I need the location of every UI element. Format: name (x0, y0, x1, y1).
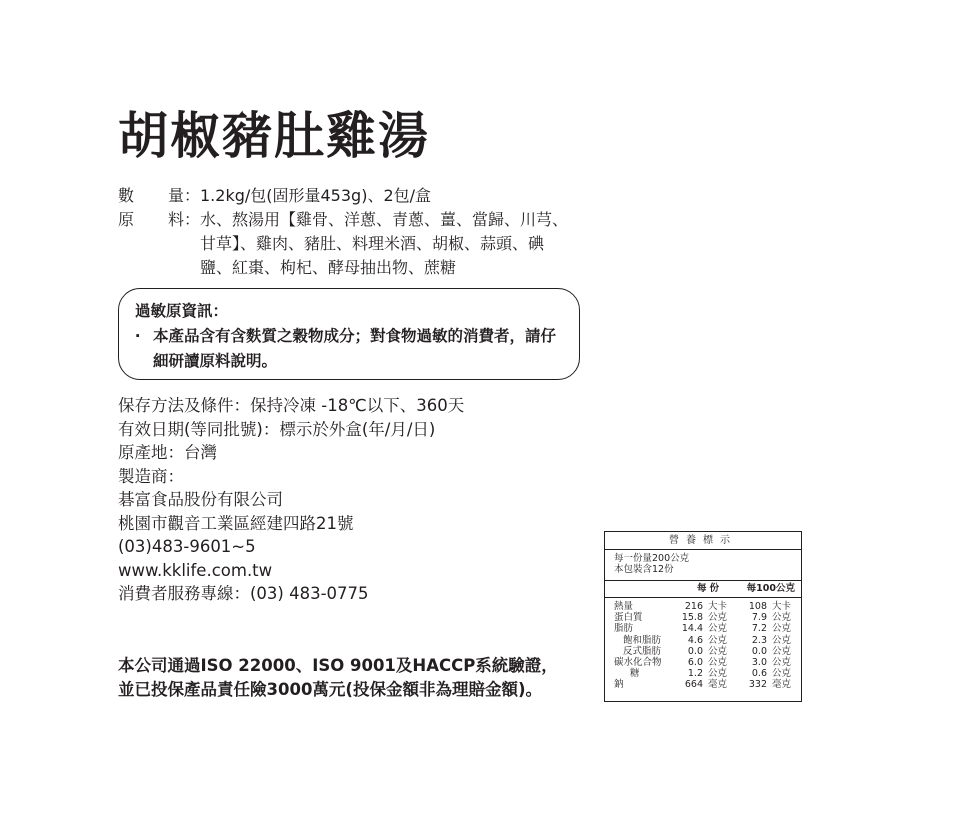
nutrient-name: 反式脂肪 (623, 645, 662, 657)
column-per-100g: 每100公克 (746, 583, 795, 594)
per-serving-unit: 公克 (707, 656, 727, 668)
per-serving-value: 15.8 (681, 612, 703, 624)
nutrition-row (605, 668, 801, 679)
product-info (118, 394, 464, 606)
per-serving-unit: 公克 (707, 645, 727, 657)
per-100g-value: 332 (748, 679, 767, 691)
per-100g-unit: 公克 (771, 668, 791, 680)
manufacturer-phone: (03)483-9601~5 (118, 537, 256, 556)
storage-conditions: 保存方法及條件：保持冷凍 -18℃以下、360天 (118, 396, 465, 415)
manufacturer-address: 桃園市觀音工業區經建四路21號 (118, 513, 354, 533)
ingredients-label: 原 料： (118, 210, 200, 229)
allergen-line (135, 324, 567, 374)
per-serving-unit: 大卡 (707, 601, 727, 612)
nutrient-name: 糖 (630, 668, 640, 680)
per-serving-value: 6.0 (687, 656, 703, 668)
quantity-label: 數 量： (118, 186, 200, 205)
nutrient-name: 飽和脂肪 (623, 634, 662, 646)
per-100g-unit: 公克 (771, 612, 791, 624)
product-title: 胡椒豬肚雞湯 (118, 107, 430, 165)
serving-size: 每一份量200公克 (614, 553, 690, 564)
nutrient-name: 熱量 (614, 601, 634, 612)
quantity-spec (118, 184, 574, 208)
service-hotline: 消費者服務專線：(03) 483-0775 (118, 584, 369, 603)
per-serving-value: 0.0 (687, 645, 703, 657)
bullet-icon: ‧ (135, 327, 141, 345)
allergen-box (118, 288, 580, 380)
per-100g-unit: 毫克 (771, 679, 791, 691)
per-serving-unit: 公克 (707, 668, 727, 680)
nutrition-row (605, 679, 801, 690)
nutrition-row (605, 623, 801, 634)
per-100g-unit: 公克 (771, 623, 791, 635)
per-serving-unit: 公克 (707, 612, 727, 624)
nutrition-row (605, 601, 801, 612)
nutrient-name: 蛋白質 (614, 612, 643, 624)
nutrition-row (605, 635, 801, 646)
per-100g-value: 0.6 (751, 668, 767, 680)
nutrition-rows (605, 598, 801, 691)
nutrition-title: 營養標示 (605, 532, 801, 550)
per-serving-unit: 公克 (707, 623, 727, 635)
per-100g-value: 3.0 (751, 656, 767, 668)
allergen-heading: 過敏原資訊： (135, 302, 229, 320)
website: www.kklife.com.tw (118, 560, 273, 580)
nutrition-facts-table (604, 531, 802, 702)
manufacturer-label: 製造商： (118, 466, 184, 486)
per-100g-value: 108 (748, 601, 767, 612)
ingredients-spec (118, 208, 574, 280)
insurance-line: 並已投保產品責任險3000萬元(投保金額非為理賠金額)。 (118, 680, 543, 699)
per-serving-value: 4.6 (687, 634, 703, 646)
serving-info (605, 550, 801, 580)
column-per-serving: 每份 (696, 583, 722, 594)
quantity-value: 1.2kg/包(固形量453g)、2包/盒 (200, 186, 432, 205)
servings-per-package: 本包裝含12份 (614, 564, 674, 576)
per-serving-value: 1.2 (687, 668, 703, 680)
per-100g-value: 7.2 (751, 623, 767, 635)
nutrient-name: 鈉 (614, 679, 624, 691)
per-100g-value: 0.0 (751, 645, 767, 657)
nutrition-row (605, 646, 801, 657)
per-100g-unit: 公克 (771, 656, 791, 668)
certification-line: 本公司通過ISO 22000、ISO 9001及HACCP系統驗證， (118, 656, 558, 675)
allergen-text: 本產品含有含麩質之穀物成分；對食物過敏的消費者，請仔細研讀原料說明。 (153, 327, 557, 370)
nutrition-header (605, 580, 801, 598)
per-100g-value: 2.3 (751, 634, 767, 646)
nutrition-row (605, 657, 801, 668)
certification-statement (118, 654, 558, 702)
per-serving-value: 664 (684, 679, 703, 691)
nutrition-row (605, 612, 801, 623)
per-serving-value: 14.4 (681, 623, 703, 635)
per-100g-unit: 大卡 (771, 601, 791, 612)
nutrient-name: 碳水化合物 (614, 656, 662, 668)
per-serving-unit: 毫克 (707, 679, 727, 691)
per-serving-unit: 公克 (707, 634, 727, 646)
expiry-date: 有效日期(等同批號)：標示於外盒(年/月/日) (118, 419, 436, 439)
per-100g-unit: 公克 (771, 645, 791, 657)
manufacturer-name: 碁富食品股份有限公司 (118, 490, 283, 509)
ingredients-value: 水、熬湯用【雞骨、洋蔥、青蔥、薑、當歸、川芎、甘草】、雞肉、豬肚、料理米酒、胡椒、蒜頭、碘鹽、紅棗、枸杞、酵母抽出物、蔗糖 (200, 210, 569, 277)
per-serving-value: 216 (684, 601, 703, 612)
per-100g-unit: 公克 (771, 634, 791, 646)
country-of-origin: 原產地：台灣 (118, 443, 217, 462)
nutrient-name: 脂肪 (614, 623, 634, 635)
per-100g-value: 7.9 (751, 612, 767, 624)
